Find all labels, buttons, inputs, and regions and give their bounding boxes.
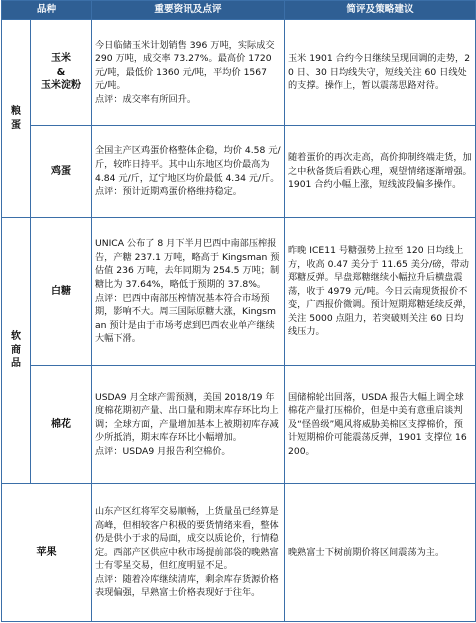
product-corn: [31, 20, 92, 126]
product-sugar: 白糖: [31, 218, 92, 366]
header-category: 品种: [2, 1, 92, 20]
product-apple: 苹果: [2, 484, 92, 622]
sector-grain: 粮 蛋: [2, 20, 31, 218]
product-corn-line3: 玉米淀粉: [41, 80, 81, 92]
table-row-corn: [2, 20, 476, 126]
news-corn-text: 今日临储玉米计划销售 396 万吨，实际成交 290 万吨，成交率 73.27%。最高价 1720 元/吨，最低价 1360 元/吨，平均价 1567 元/吨。: [95, 39, 275, 92]
news-corn-comment: 点评：成交率有所回升。: [95, 93, 197, 105]
news-sugar-text: UNICA 公布了 8 月下半月巴西中南部压榨报告，产糖 237.1 万吨，略高于 Kingsman 预估值 236 万吨，去年同期为 254.5 万吨；制糖比为 37.64%，略低于预期的 37.8%。: [95, 238, 280, 290]
news-sugar-comment: [95, 292, 281, 346]
news-apple-comment: 点评：随着冷库继续清库，剩余库存货源价格表现偏强，早熟富士价格表现好于往年。: [95, 573, 279, 599]
news-sugar-comment-b: 周三国际原糖大涨，Kingsman 预计是由于市场考虑到巴西农业单产继续大幅下滑。: [95, 306, 276, 345]
table-row-sugar: [2, 218, 476, 366]
table-row-cotton: [2, 366, 476, 484]
futures-report-table: [1, 0, 476, 622]
news-sugar-comment-a: 点评：巴西中南部压榨情况基本符合市场预期，影响不大。: [95, 292, 270, 318]
news-sugar: [92, 218, 285, 366]
table-header-row: [2, 1, 476, 20]
news-apple-text: 山东产区红将军交易顺畅，上货量虽已经算是高峰，但相较客户积极的要货情绪来看，整体仍是供小于求的局面，成交以质论价，行情稳定。西部产区供应中秋市场提前部袋的晚熟富士有零星交易，但红度明显不足。: [95, 505, 279, 572]
strategy-egg: 随着蛋价的再次走高，高价抑制终端走货，加之中秋备货后看跌心理，观望情绪逐渐增强。1901 合约小幅上涨，短线波段偏多操作。: [285, 126, 476, 218]
sector-soft: 软 商 品: [2, 218, 31, 484]
news-corn: [92, 20, 285, 126]
news-cotton-text: USDA9 月全球产需预测，美国 2018/19 年度棉花期初产量、出口量和期末库存环比均上调；全球方面，产量增加基本上被期初库存减少所抵消，期末库存环比小幅增加。: [95, 391, 279, 444]
table-row-egg: [2, 126, 476, 218]
news-cotton-comment: 点评：USDA9 月报告利空棉价。: [95, 445, 231, 457]
header-news: 重要资讯及点评: [92, 1, 285, 20]
header-strategy: 简评及策略建议: [285, 1, 476, 20]
strategy-cotton: 国储棉轮出回落，USDA 报告大幅上调全球棉花产量打压棉价，但是中美有意重启谈判及“怪兽级”飓风将威胁美棉区支撑棉价，预计短期棉价可能震荡反弹，1901 支撑位 16200。: [285, 366, 476, 484]
strategy-sugar: 昨晚 ICE11 号糖强势上拉至 120 日均线上方，收高 0.47 美分于 11.65 美分/磅，带动郑糖反弹。早盘郑糖继续小幅拉升后横盘震荡，收于 4979 元/吨。今日云南现货报价不变，广西报价微调。预计短期郑糖延续反弹，关注 5000 点阻力，若突破则关注 60 日均线压力。: [285, 218, 476, 366]
product-cotton: 棉花: [31, 366, 92, 484]
table-row-apple: [2, 484, 476, 622]
strategy-apple: 晚熟富士下树前期价将区间震荡为主。: [285, 484, 476, 622]
news-egg-comment: 点评：预计近期鸡蛋价格维持稳定。: [95, 186, 242, 198]
news-egg: [92, 126, 285, 218]
product-corn-line1: 玉米: [51, 53, 71, 65]
news-egg-text: 全国主产区鸡蛋价格整体企稳，均价 4.58 元/斤，较昨日持平。其中山东地区均价最高为 4.84 元/斤，辽宁地区均价最低 4.34 元/斤。: [95, 145, 281, 184]
product-egg: 鸡蛋: [31, 126, 92, 218]
product-corn-line2: &: [56, 66, 66, 78]
news-apple: [92, 484, 285, 622]
strategy-corn: 玉米 1901 合约今日继续呈现回调的走势，20 日、30 日均线失守，短线关注 60 日线处的支撑。操作上，暂以震荡思路对待。: [285, 20, 476, 126]
news-cotton: [92, 366, 285, 484]
